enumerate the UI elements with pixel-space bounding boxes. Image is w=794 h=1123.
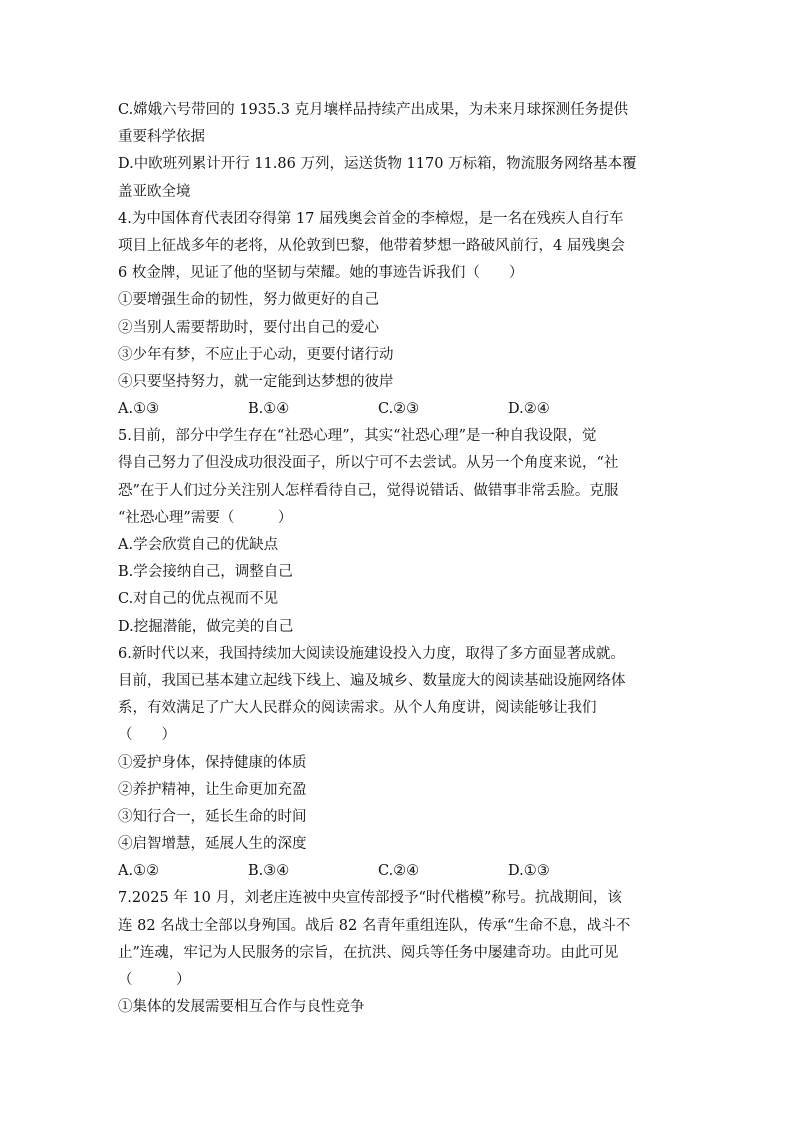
q6-stem-line2: 目前，我国已基本建立起线下线上、遍及城乡、数量庞大的阅读基础设施网络体 — [118, 672, 626, 689]
q4-option-d: D.②④ — [508, 401, 550, 418]
q5-stem-line3: 恐”在于人们过分关注别人怎样看待自己，觉得说错话、做错事非常丢脸。克服 — [118, 482, 619, 499]
q7-stem-line1: 7.2025 年 10 月，刘老庄连被中央宣传部授予“时代楷模”称号。抗战期间，该 — [118, 890, 622, 907]
q5-option-c: C.对自己的优点视而不见 — [118, 591, 279, 608]
q6-options — [118, 858, 678, 885]
q5-stem-line4: “社恐心理”需要（ ） — [118, 509, 293, 526]
q6-statement-1: ①爱护身体，保持健康的体质 — [118, 754, 307, 771]
q3-option-c-line2: 重要科学依据 — [118, 129, 205, 146]
q4-option-a: A.①③ — [118, 401, 160, 418]
q5-stem-line2: 得自己努力了但没成功很没面子，所以宁可不去尝试。从另一个角度来说，“社 — [118, 455, 619, 472]
q6-option-b: B.③④ — [248, 863, 290, 880]
q6-statement-4: ④启智增慧，延展人生的深度 — [118, 836, 307, 853]
q6-option-d: D.①③ — [508, 863, 550, 880]
q6-stem-line3: 系，有效满足了广大人民群众的阅读需求。从个人角度讲，阅读能够让我们 — [118, 700, 597, 717]
q4-stem-line2: 项目上征战多年的老将，从伦敦到巴黎，他带着梦想一路破风前行，4 届残奥会 — [118, 237, 625, 254]
q7-stem-line4: （ ） — [118, 972, 191, 988]
q5-option-b: B.学会接纳自己，调整自己 — [118, 564, 293, 581]
q4-option-b: B.①④ — [248, 401, 290, 418]
q6-stem-line1: 6.新时代以来，我国持续加大阅读设施建设投入力度，取得了多方面显著成就。 — [118, 645, 625, 662]
q6-statement-2: ②养护精神，让生命更加充盈 — [118, 781, 307, 798]
q6-option-c: C.②④ — [378, 863, 420, 880]
q3-option-c-line1: C.嫦娥六号带回的 1935.3 克月壤样品持续产出成果，为未来月球探测任务提供 — [118, 102, 629, 118]
q4-options — [118, 396, 678, 423]
q7-stem-line2: 连 82 名战士全部以身殉国。战后 82 名青年重组连队，传承“生命不息，战斗不 — [118, 917, 631, 934]
q3-option-d-line1: D.中欧班列累计开行 11.86 万列，运送货物 1170 万标箱，物流服务网络基本覆 — [118, 156, 637, 173]
q4-statement-1: ①要增强生命的韧性，努力做更好的自己 — [118, 292, 379, 309]
q4-option-c: C.②③ — [378, 401, 420, 418]
q3-option-d-line2: 盖亚欧全境 — [118, 183, 191, 200]
q6-statement-3: ③知行合一，延长生命的时间 — [118, 808, 307, 825]
q5-stem-line1: 5.目前，部分中学生存在“社恐心理”，其实“社恐心理”是一种自我设限，觉 — [118, 428, 597, 445]
q4-statement-2: ②当别人需要帮助时，要付出自己的爱心 — [118, 319, 379, 336]
q4-statement-3: ③少年有梦，不应止于心动，更要付诸行动 — [118, 346, 394, 363]
q7-statement-1: ①集体的发展需要相互合作与良性竞争 — [118, 999, 365, 1016]
q7-stem-line3: 止”连魂，牢记为人民服务的宗旨，在抗洪、阅兵等任务中屡建奇功。由此可见 — [118, 944, 619, 961]
q5-option-d: D.挖掘潜能，做完美的自己 — [118, 618, 294, 635]
q6-stem-line4: （ ） — [118, 727, 176, 744]
q4-stem-line1: 4.为中国体育代表团夺得第 17 届残奥会首金的李樟煜，是一名在残疾人自行车 — [118, 210, 624, 227]
q5-option-a: A.学会欣赏自己的优缺点 — [118, 537, 279, 553]
document-body — [118, 97, 678, 1021]
q6-option-a: A.①② — [118, 863, 160, 880]
q4-stem-line3: 6 枚金牌，见证了他的坚韧与荣耀。她的事迹告诉我们（ ） — [118, 265, 524, 282]
q4-statement-4: ④只要坚持努力，就一定能到达梦想的彼岸 — [118, 373, 394, 390]
